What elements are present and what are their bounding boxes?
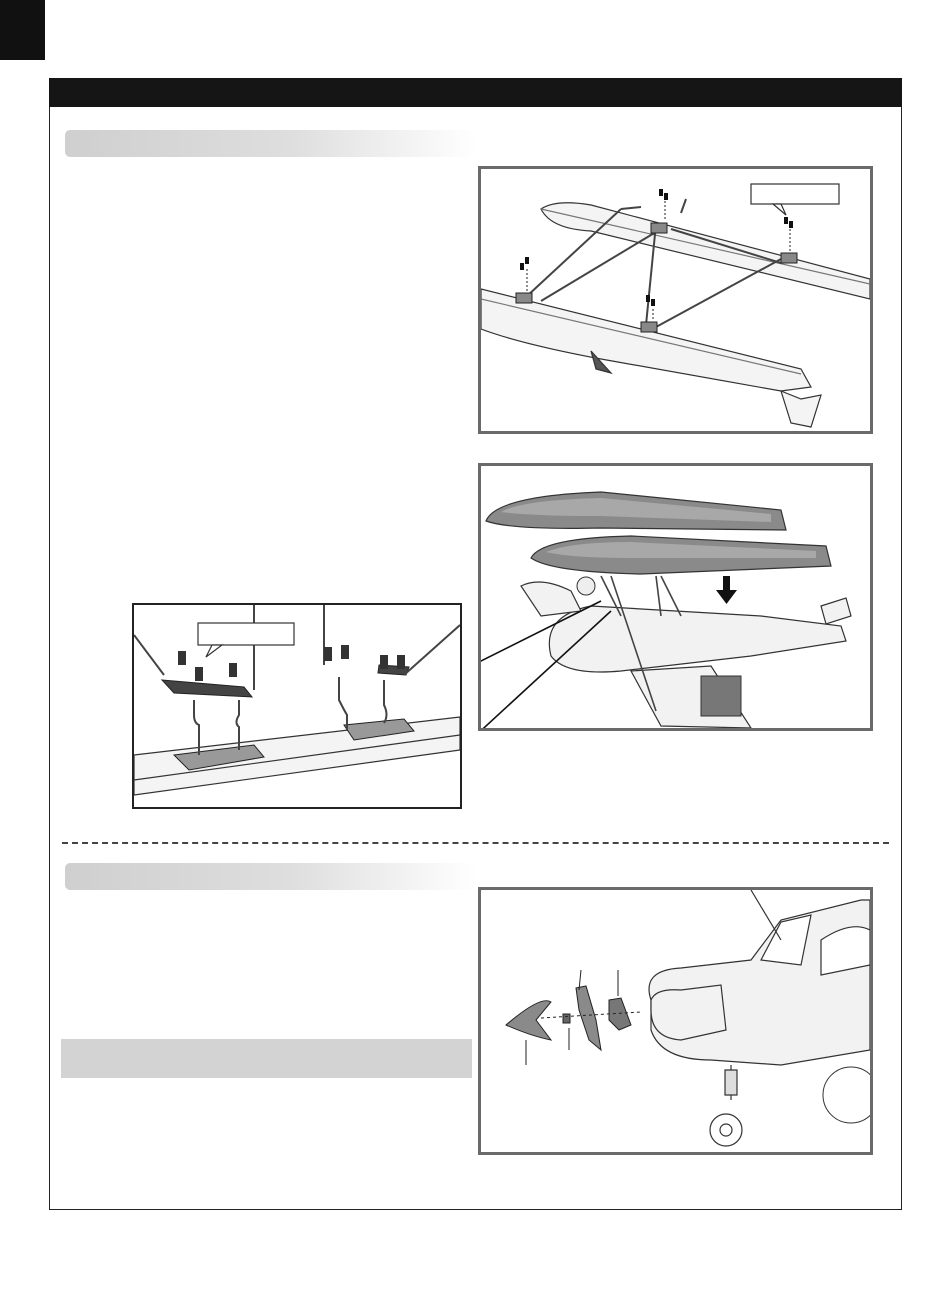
figure-wing-install	[478, 463, 873, 731]
inset-mount-drawing	[134, 605, 460, 807]
figure-float-assembly	[478, 166, 873, 434]
wing-install-drawing	[481, 466, 870, 728]
section-heading-propeller	[65, 863, 476, 890]
figure-propeller-install	[478, 887, 873, 1155]
down-arrow-icon	[716, 576, 737, 604]
propeller-install-drawing	[481, 890, 870, 1152]
float-assembly-drawing	[481, 169, 870, 431]
section-header-bar	[49, 78, 902, 107]
inset-detail-mounts	[132, 603, 462, 809]
page-corner-tab	[0, 0, 45, 60]
section-heading-floats	[65, 130, 476, 157]
note-box	[61, 1039, 472, 1078]
section-divider	[62, 842, 889, 844]
